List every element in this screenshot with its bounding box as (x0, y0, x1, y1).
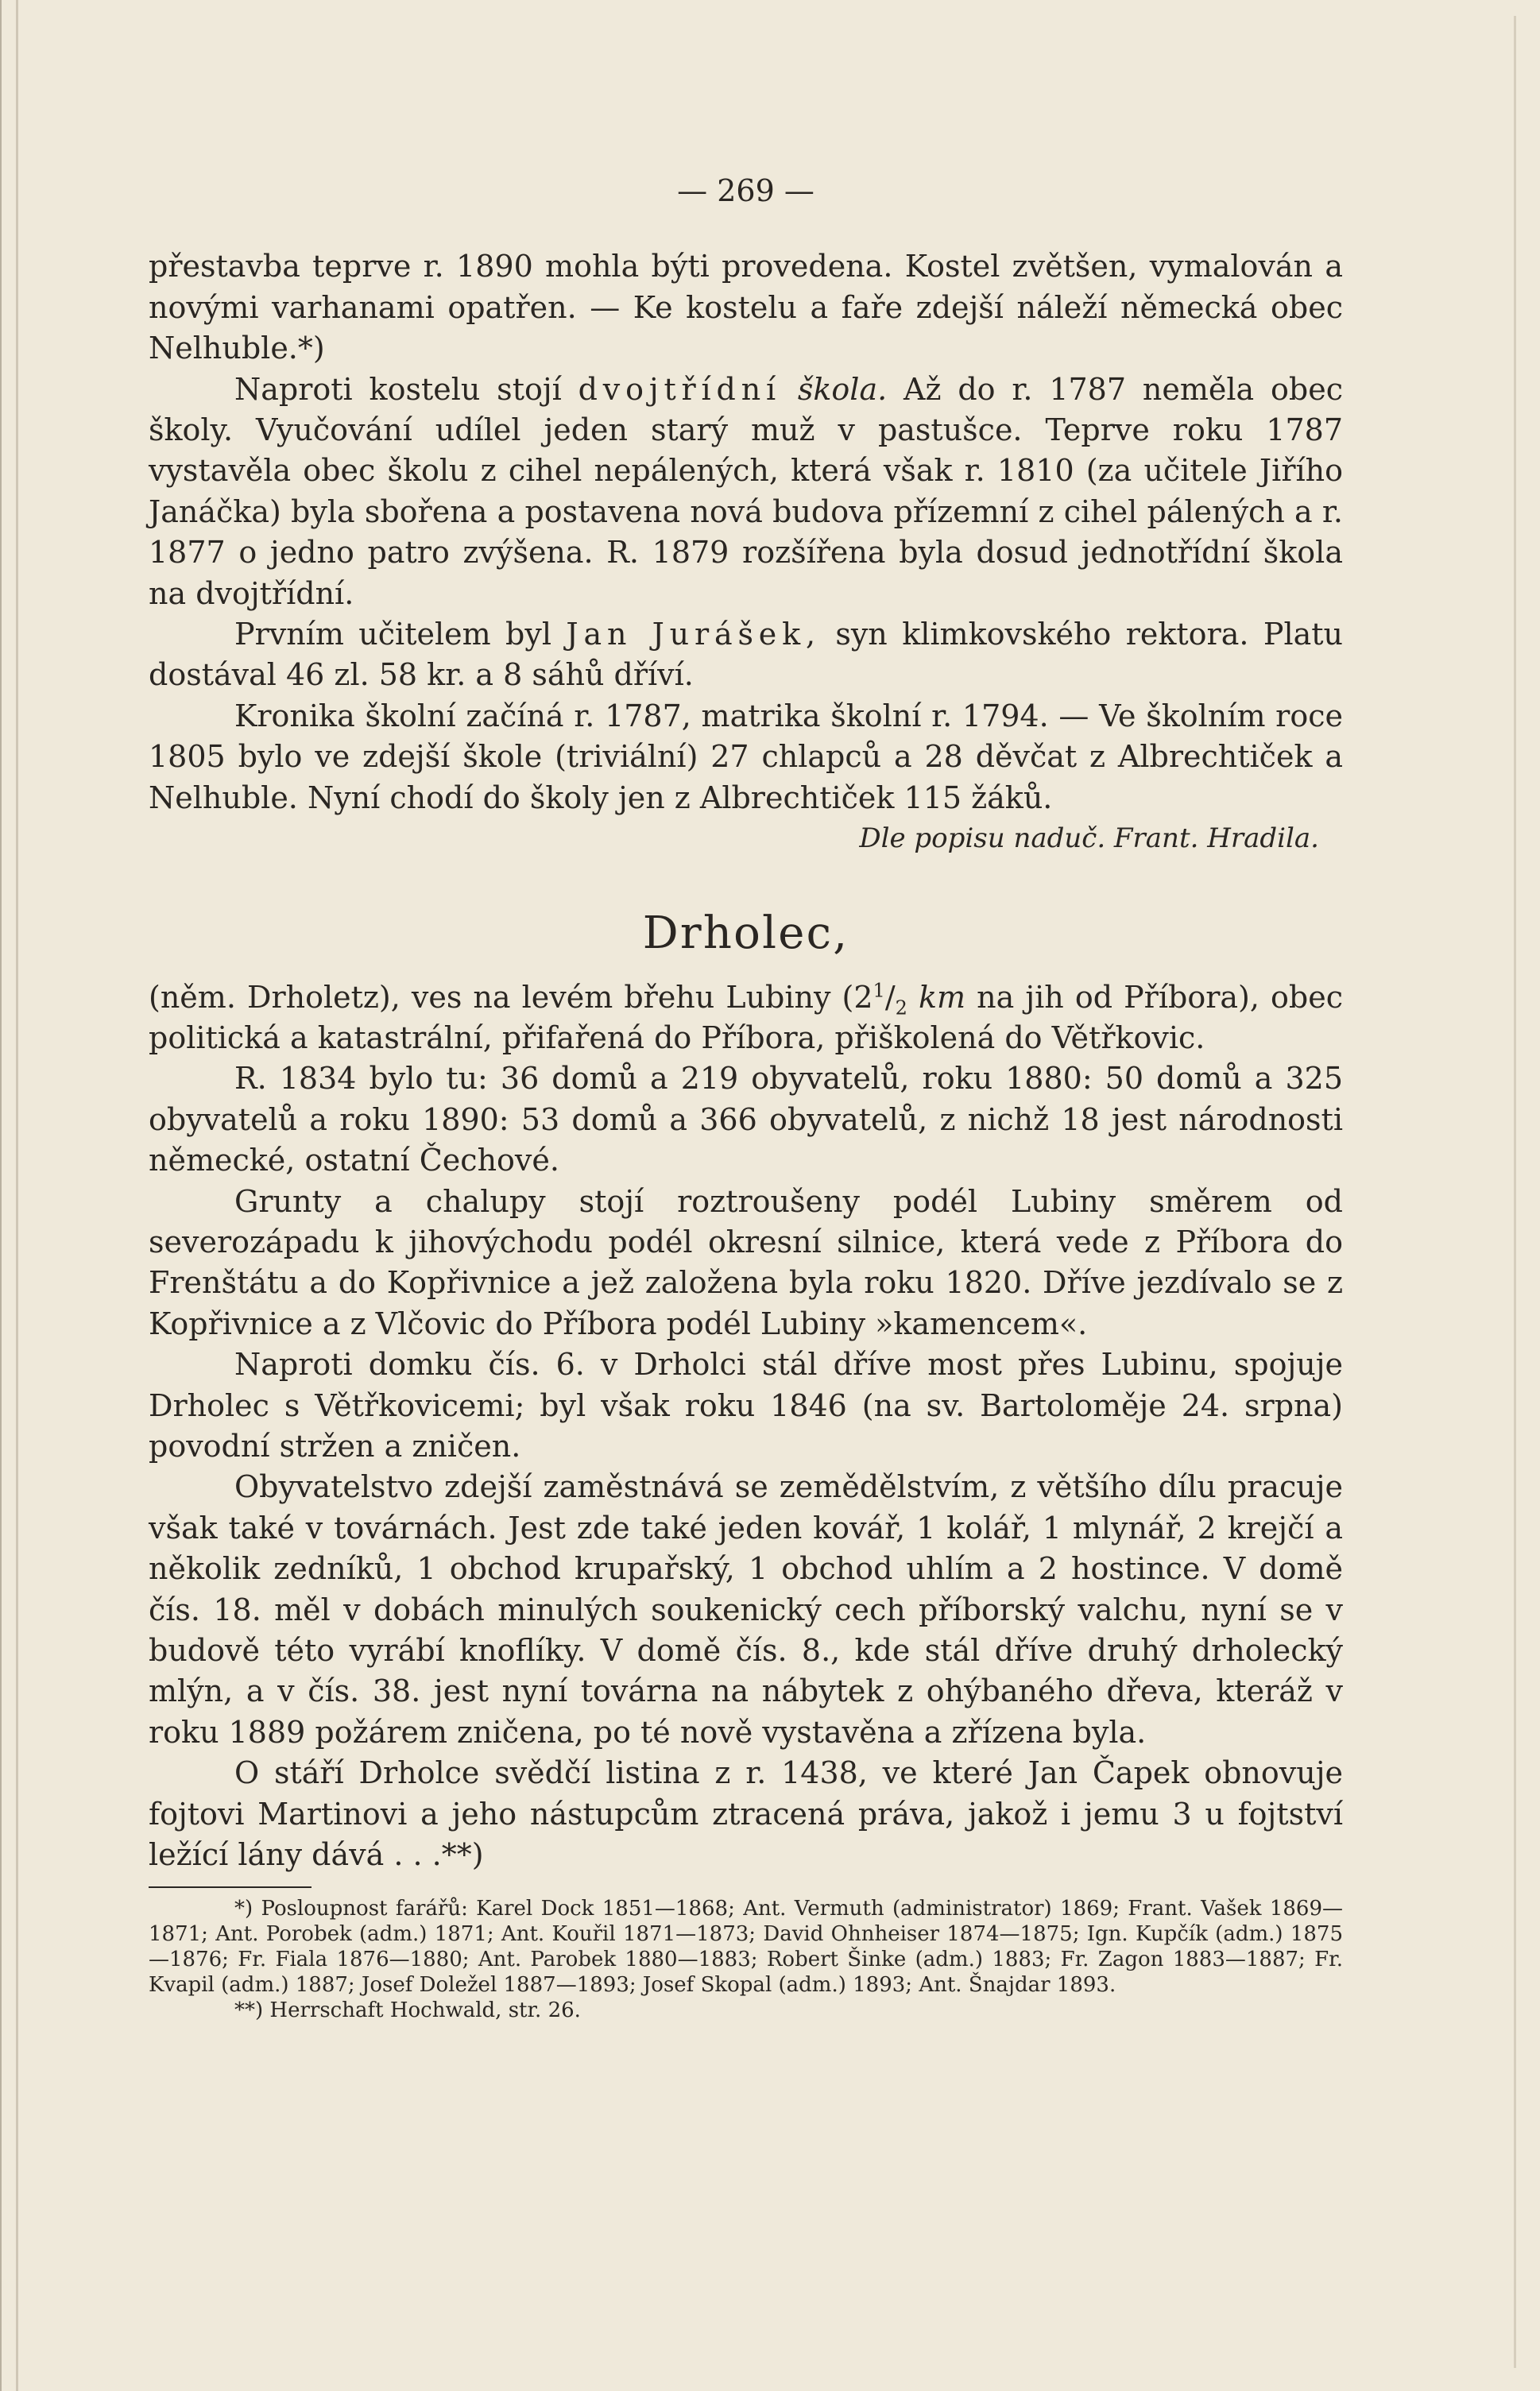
section-heading: Drholec, (642, 907, 849, 959)
page-number: — 269 — (677, 173, 814, 208)
paragraph-first-teacher: Prvním učitelem byl Jan Jurášek, syn klimkovského rektora. Platu dostával 46 zl. 58 kr. a 8 sáhů dříví. (149, 617, 1344, 693)
paragraph-occupation: Obyvatelstvo zdejší zaměstnává se zemědělstvím, z většího dílu pracuje však také v továrnách. Jest zde také jeden kovář, 1 kolář, 1 mlynář, 2 krejčí a několik zedníků, 1 obchod krupařský, 1 obchod uhlím a 2 hostince. V domě čís. 18. měl v dobách minulých soukenický cech příborský valchu, nyní se v budově této vyrábí knoflíky. V domě čís. 8., kde stál dříve druhý drholecký mlýn, a v čís. 38. jest nyní továrna na nábytek z ohýbaného dřeva, kteráž v roku 1889 požárem zničena, po té nově vystavěna a zřízena byla. (149, 1469, 1343, 1750)
paragraph-school-history: Naproti kostelu stojí dvojtřídní škola. Až do r. 1787 neměla obec školy. Vyučování udílel jeden starý muž v pastušce. Teprve roku 1787 vystavěla obec školu z cihel nepálených, která však r. 1810 (za učitele Jiřího Janáčka) byla sbořena a postavena nová budova přízemní z cihel pálených a r. 1877 o jedno patro zvýšena. R. 1879 rozšířena byla dosud jednotřídní škola na dvojtřídní. (149, 371, 1343, 611)
spaced-term: dvojtřídní (578, 371, 782, 407)
footnote-2: **) Herrschaft Hochwald, str. 26. (234, 1998, 581, 2023)
paragraph-population: R. 1834 bylo tu: 36 domů a 219 obyvatelů, roku 1880: 50 domů a 325 obyvatelů a roku 1890: 53 domů a 366 obyvatelů, z nichž 18 jest národnosti německé, ostatní Čechové. (149, 1061, 1343, 1178)
text-column (149, 171, 1343, 2023)
spaced-name: Jan Jurášek, (566, 617, 821, 652)
paragraph-bridge: Naproti domku čís. 6. v Drholci stál dříve most přes Lubinu, spojuje Drholec s Větřkovicemi; byl však roku 1846 (na sv. Bartoloměje 24. srpna) povodní stržen a zničen. (149, 1347, 1343, 1464)
paragraph-church: přestavba teprve r. 1890 mohla býti provedena. Kostel zvětšen, vymalován a novými varhanami opatřen. — Ke kostelu a faře zdejší náleží německá obec Nelhuble.*) (149, 249, 1343, 366)
paragraph-farms: Grunty a chalupy stojí roztroušeny podél Lubiny směrem od severozápadu k jihovýchodu podél okresní silnice, která vede z Příbora do Frenštátu a do Kopřivnice a jež založena byla roku 1820. Dříve jezdívalo se z Kopřivnice a z Vlčovic do Příbora podél Lubiny »kamencem«. (149, 1183, 1343, 1341)
page-edge (1514, 16, 1516, 2368)
paragraph-location: (něm. Drholetz), ves na levém břehu Lubiny ($2^1/_2$ km na jih od Příbora), obec politická a katastrální, přifařená do Příbora, přiškolená do Větřkovic. (149, 978, 1343, 1055)
author-signature: Dle popisu naduč. Frant. Hradila. (859, 822, 1319, 855)
footnote-1: *) Posloupnost farářů: Karel Dock 1851—1868; Ant. Vermuth (administrator) 1869; Frant. Vašek 1869—1871; Ant. Porobek (adm.) 1871; Ant. Kouřil 1871—1873; David Ohnheiser 1874—1875; Ign. Kupčík (adm.) 1875—1876; Fr. Fiala 1876—1880; Ant. Parobek 1880—1883; Robert Šinke (adm.) 1883; Fr. Zagon 1883—1887; Fr. Kvapil (adm.) 1887; Josef Doležel 1887—1893; Josef Skopal (adm.) 1893; Ant. Šnajdar 1893. (149, 1897, 1343, 1998)
paragraph-age: O stáří Drholce svědčí listina z r. 1438, ve které Jan Čapek obnovuje fojtovi Martinovi a jeho nástupcům ztracená práva, jakož i jemu 3 u fojtství ležící lány dává . . .**) (149, 1755, 1343, 1873)
binding-edge (16, 0, 18, 2391)
paragraph-chronicle: Kronika školní začíná r. 1787, matrika školní r. 1794. — Ve školním roce 1805 bylo ve zdejší škole (triviální) 27 chlapců a 28 děvčat z Albrechtiček a Nelhuble. Nyní chodí do školy jen z Albrechtiček 115 žáků. (149, 698, 1343, 815)
footnote-rule (149, 1886, 311, 1888)
italic-term: škola. (797, 371, 888, 407)
